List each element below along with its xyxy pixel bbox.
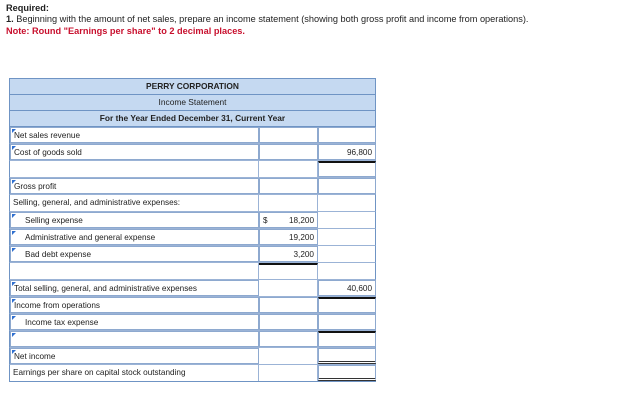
income-operations-col1-input[interactable]	[259, 297, 318, 313]
dropdown-marker-icon	[12, 299, 16, 303]
cogs-col2-value: 96,800	[318, 144, 376, 160]
total-sga-col1	[259, 280, 318, 296]
sga-header-col1	[259, 195, 318, 211]
label-blank-2	[10, 263, 259, 279]
income-statement-worksheet	[9, 78, 376, 382]
row-net-income	[9, 348, 376, 365]
row-income-operations	[9, 297, 376, 314]
label-cogs[interactable]: Cost of goods sold	[10, 144, 259, 160]
bad-debt-col1-value: 3,200	[259, 246, 318, 262]
row-sga-header	[9, 195, 376, 212]
label-total-sga[interactable]: Total selling, general, and administrative expenses	[10, 280, 259, 296]
statement-title: Income Statement	[9, 94, 376, 110]
requirement-1	[6, 14, 618, 25]
row-bad-debt-expense	[9, 246, 376, 263]
rounding-note: Note: Round "Earnings per share" to 2 decimal places.	[6, 25, 245, 36]
net-sales-col1-input[interactable]	[259, 127, 318, 143]
label-selling-expense[interactable]: Selling expense	[10, 212, 259, 228]
dropdown-marker-icon	[12, 231, 16, 235]
net-sales-col2-input[interactable]	[318, 127, 376, 143]
row-total-sga	[9, 280, 376, 297]
dropdown-marker-icon	[12, 350, 16, 354]
label-admin-expense[interactable]: Administrative and general expense	[10, 229, 259, 245]
net-income-col2-input[interactable]	[318, 348, 376, 364]
requirement-number: 1.	[6, 14, 14, 25]
row-blank-3	[9, 331, 376, 348]
label-sga-header: Selling, general, and administrative expenses:	[10, 195, 259, 211]
label-blank-1	[10, 161, 259, 177]
selling-expense-col2	[318, 212, 376, 228]
row-admin-expense	[9, 229, 376, 246]
blank2-col2	[318, 263, 376, 279]
bad-debt-col2	[318, 246, 376, 262]
company-name: PERRY CORPORATION	[9, 78, 376, 94]
label-income-operations[interactable]: Income from operations	[10, 297, 259, 313]
dropdown-marker-icon	[12, 146, 16, 150]
label-net-sales[interactable]: Net sales revenue	[10, 127, 259, 143]
label-net-income[interactable]: Net income	[10, 348, 259, 364]
dollar-sign: $	[263, 216, 268, 225]
blank1-col1	[259, 161, 318, 177]
eps-col2-input[interactable]	[318, 365, 376, 381]
row-selling-expense	[9, 212, 376, 229]
row-blank-1	[9, 161, 376, 178]
dropdown-marker-icon	[12, 282, 16, 286]
label-income-tax[interactable]: Income tax expense	[10, 314, 259, 330]
dropdown-marker-icon	[12, 180, 16, 184]
label-eps: Earnings per share on capital stock outstanding	[10, 365, 259, 381]
row-gross-profit	[9, 178, 376, 195]
dropdown-marker-icon	[12, 129, 16, 133]
sga-header-col2	[318, 195, 376, 211]
admin-expense-col2	[318, 229, 376, 245]
gross-profit-col2-input[interactable]	[318, 178, 376, 194]
gross-profit-col1-input[interactable]	[259, 178, 318, 194]
required-heading: Required:	[6, 3, 49, 13]
row-cogs	[9, 144, 376, 161]
blank3-col1-input[interactable]	[259, 331, 318, 347]
instructions	[6, 3, 618, 37]
statement-period: For the Year Ended December 31, Current Year	[9, 110, 376, 127]
selling-expense-col1-value: $ 18,200	[259, 212, 318, 228]
label-bad-debt-expense[interactable]: Bad debt expense	[10, 246, 259, 262]
net-income-col1	[259, 348, 318, 364]
label-blank-3[interactable]	[10, 331, 259, 347]
dropdown-marker-icon	[12, 316, 16, 320]
row-net-sales	[9, 127, 376, 144]
income-tax-col2-input[interactable]	[318, 314, 376, 330]
total-sga-col2-value: 40,600	[318, 280, 376, 296]
row-eps	[9, 365, 376, 382]
blank3-col2-input[interactable]	[318, 331, 376, 347]
row-income-tax	[9, 314, 376, 331]
dropdown-marker-icon	[12, 214, 16, 218]
cogs-col1-input[interactable]	[259, 144, 318, 160]
label-gross-profit[interactable]: Gross profit	[10, 178, 259, 194]
blank2-col1	[259, 263, 318, 279]
admin-expense-col1-value: 19,200	[259, 229, 318, 245]
row-blank-2	[9, 263, 376, 280]
income-tax-col1-input[interactable]	[259, 314, 318, 330]
dropdown-marker-icon	[12, 333, 16, 337]
dropdown-marker-icon	[12, 248, 16, 252]
blank1-col2-input[interactable]	[318, 161, 376, 177]
eps-col1	[259, 365, 318, 381]
income-operations-col2-input[interactable]	[318, 297, 376, 313]
requirement-text: Beginning with the amount of net sales, prepare an income statement (showing both gross profit and income from operations).	[16, 14, 529, 25]
